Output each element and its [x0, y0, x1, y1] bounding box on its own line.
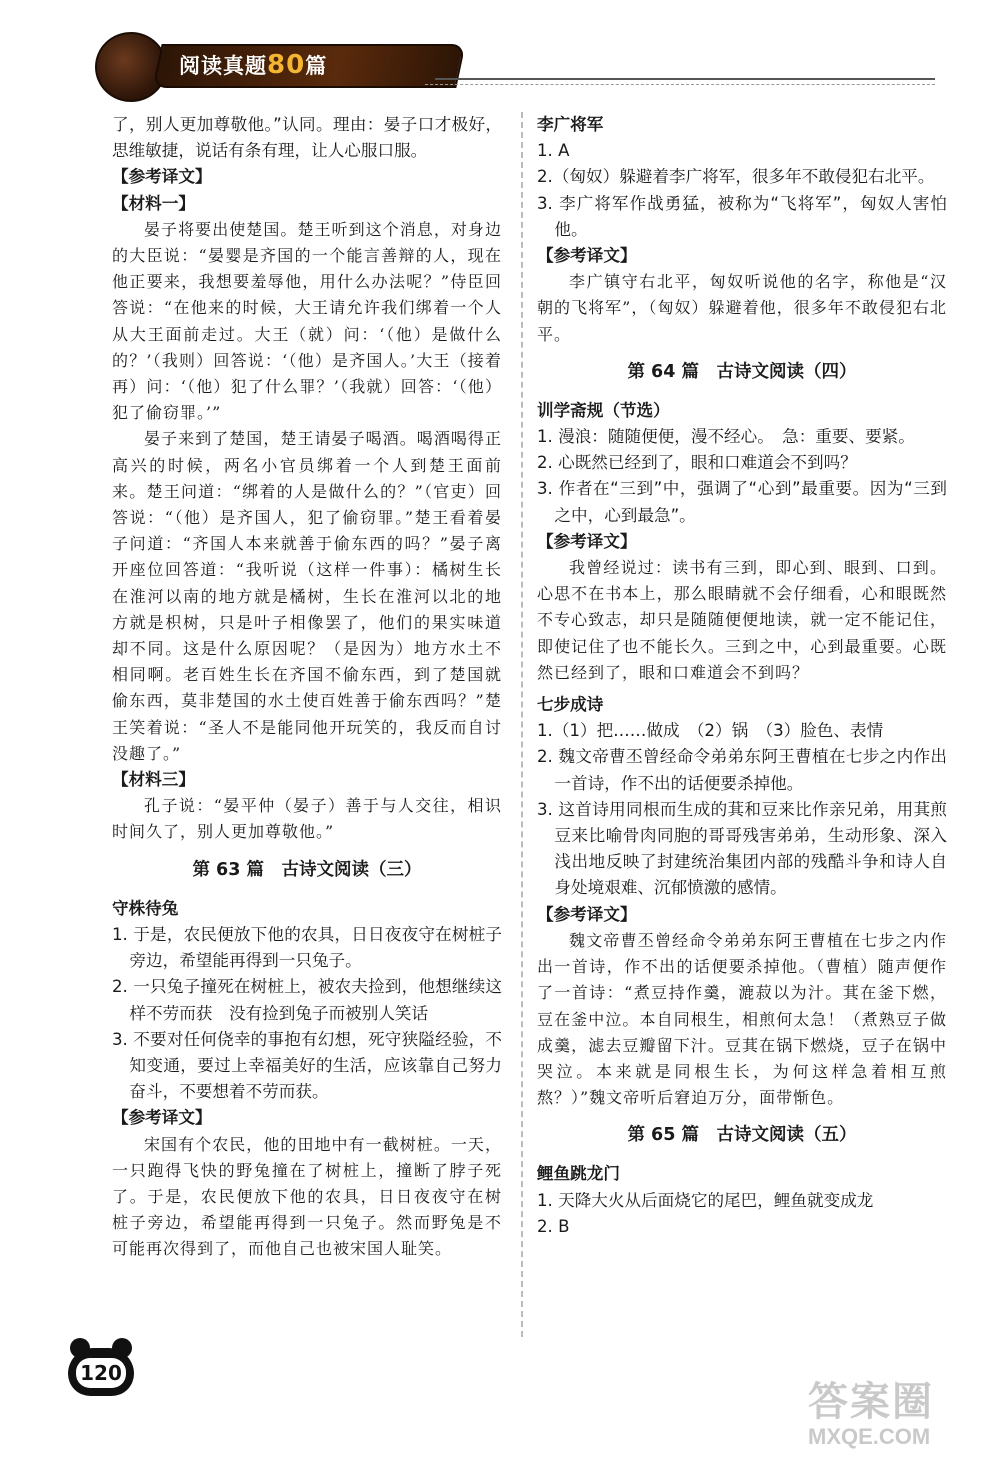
page-header [95, 28, 935, 98]
reference-translation-tag: 【参考译文】 [112, 167, 212, 187]
right-column [537, 112, 947, 1240]
answer-item-2: 2. 心既然已经到了，眼和口难道会不到吗？ [537, 453, 857, 473]
header-title-number: 80 [267, 50, 306, 80]
header-title-post: 篇 [305, 54, 328, 78]
reference-translation-tag: 【参考译文】 [537, 531, 637, 551]
passage-title-liguang: 李广将军 [537, 115, 604, 134]
answer-item-3: 3. 李广将军作战勇猛，被称为“飞将军”，匈奴人害怕他。 [537, 193, 947, 239]
answer-item-1: 1. 天降大火从后面烧它的尾巴，鲤鱼就变成龙 [537, 1190, 874, 1210]
material-one-paragraph-1: 晏子将要出使楚国。楚王听到这个消息，对身边的大臣说：“晏婴是齐国的一个能言善辩的人，现在他正要来，我想要羞辱他，用什么办法呢？”侍臣回答说：“在他来的时候，大王请允许我们绑着一个人从大王面前走过。大王（就）问：‘（他）是做什么的？’（我则）回答说：‘（他）是齐国人。’大王（接着再）问：‘（他）犯了什么罪？’（我就）回答：‘（他）犯了偷窃罪。’” [112, 219, 502, 423]
passage-title-xunxuezhaigui: 训学斋规（节选） [537, 400, 670, 420]
answer-item-1: 1. 漫浪：随随便便，漫不经心。 急：重要、要紧。 [537, 427, 915, 447]
watermark-logo [808, 1380, 988, 1460]
reference-translation-tag: 【参考译文】 [537, 904, 637, 924]
section-heading-65: 第 65 篇 古诗文阅读（五） [627, 1125, 857, 1146]
reference-translation-tag: 【参考译文】 [537, 246, 637, 266]
reference-translation-tag: 【参考译文】 [112, 1108, 212, 1128]
passage-title-shouzhudaitu: 守株待兔 [112, 898, 179, 918]
answer-item-1: 1. A [537, 141, 570, 161]
section-heading-63: 第 63 篇 古诗文阅读（三） [192, 859, 422, 880]
answer-item-3: 3. 作者在“三到”中，强调了“心到”最重要。因为“三到之中，心到最急”。 [537, 479, 947, 525]
material-one-tag: 【材料一】 [112, 193, 195, 213]
header-dashed-rule [425, 84, 935, 85]
answer-item-3: 3. 这首诗用同根而生成的萁和豆来比作亲兄弟，用萁煎豆来比喻骨肉同胞的哥哥残害弟弟，生动形象、深入浅出地反映了封建统治集团内部的残酷斗争和诗人自身处境艰难、沉郁愤激的感情。 [537, 799, 947, 898]
passage-title-liyutiaolongmen: 鲤鱼跳龙门 [537, 1164, 620, 1184]
answer-item-3: 3. 不要对任何侥幸的事抱有幻想，死守狭隘经验，不知变通，要过上幸福美好的生活，应该靠自己努力奋斗，不要想着不劳而获。 [112, 1029, 502, 1102]
page-number-badge [68, 1348, 134, 1396]
answer-continuation: 了，别人更加尊敬他。”认同。理由：晏子口才极好，思维敏捷，说话有条有理，让人心服口服。 [112, 115, 502, 161]
watermark-en: MXQE.COM [808, 1424, 931, 1449]
material-one-paragraph-2: 晏子来到了楚国，楚王请晏子喝酒。喝酒喝得正高兴的时候，两名小官员绑着一个人到楚王面前来。楚王问道：“绑着的人是做什么的？”（官吏）回答说：“（他）是齐国人，犯了偷窃罪。”楚王看着晏子问道：“齐国人本来就善于偷东西的吗？”晏子离开座位回答道：“我听说（这样一件事）：橘树生长在淮河以南的地方就是橘树，生长在淮河以北的地方就是枳树，只是叶子相像罢了，他们的果实味道却不同。这是什么原因呢？（是因为）地方水土不相同啊。老百姓生长在齐国不偷东西，到了楚国就偷东西，莫非楚国的水土使百姓善于偷东西吗？”楚王笑着说：“圣人不是能同他开玩笑的，我反而自讨没趣了。” [112, 429, 502, 763]
left-column [112, 112, 502, 1263]
answer-item-2: 2. 一只兔子撞死在树桩上，被农夫捡到，他想继续这样不劳而获 没有捡到兔子而被别人笑话 [112, 977, 502, 1023]
page-number: 120 [76, 1358, 126, 1388]
header-rule [435, 78, 935, 80]
header-title [179, 48, 327, 82]
answer-item-2: 2. 魏文帝曹丕曾经命令弟弟东阿王曹植在七步之内作出一首诗，作不出的话便要杀掉他。 [537, 747, 947, 793]
answer-item-1: 1. 于是，农民便放下他的农具，日日夜夜守在树桩子旁边，希望能再得到一只兔子。 [112, 924, 502, 971]
section-heading-64: 第 64 篇 古诗文阅读（四） [627, 361, 857, 382]
answer-item-1: 1.（1）把……做成 （2）锅 （3）脸色、表情 [537, 721, 884, 741]
passage-title-qibuchengshi: 七步成诗 [537, 695, 604, 715]
answer-item-2: 2. B [537, 1216, 570, 1236]
column-divider [521, 112, 523, 1337]
header-title-pre: 阅读真题 [179, 54, 267, 78]
translation-paragraph: 李广镇守右北平，匈奴听说他的名字，称他是“汉朝的飞将军”，（匈奴）躲避着他，很多年不敢侵犯右北平。 [537, 272, 947, 344]
material-three-paragraph: 孔子说：“晏平仲（晏子）善于与人交往，相识时间久了，别人更加尊敬他。” [112, 796, 502, 842]
translation-paragraph: 魏文帝曹丕曾经命令弟弟东阿王曹植在七步之内作出一首诗，作不出的话便要杀掉他。（曹植）随声便作了一首诗：“煮豆持作羹，漉菽以为汁。萁在釜下燃，豆在釜中泣。本自同根生，相煎何太急！（煮熟豆子做成羹，滤去豆瓣留下汁。豆萁在锅下燃烧，豆子在锅中哭泣。本来就是同根生长，为何这样急着相互煎熬？）”魏文帝听后窘迫万分，面带惭色。 [537, 930, 947, 1108]
watermark-cn: 答案圈 [808, 1380, 934, 1424]
translation-paragraph: 我曾经说过：读书有三到，即心到、眼到、口到。心思不在书本上，那么眼睛就不会仔细看，心和眼既然不专心致志，却只是随随便便地读，就一定不能记住，即使记住了也不能长久。三到之中，心到最重要。心既然已经到了，眼和口难道会不到吗？ [537, 558, 947, 682]
answer-item-2: 2.（匈奴）躲避着李广将军，很多年不敢侵犯右北平。 [537, 167, 935, 187]
material-three-tag: 【材料三】 [112, 770, 195, 790]
translation-paragraph: 宋国有个农民，他的田地中有一截树桩。一天，一只跑得飞快的野兔撞在了树桩上，撞断了脖子死了。于是，农民便放下他的农具，日日夜夜守在树桩子旁边，希望能再得到一只兔子。然而野兔是不可能再次得到了，而他自己也被宋国人耻笑。 [112, 1134, 502, 1259]
